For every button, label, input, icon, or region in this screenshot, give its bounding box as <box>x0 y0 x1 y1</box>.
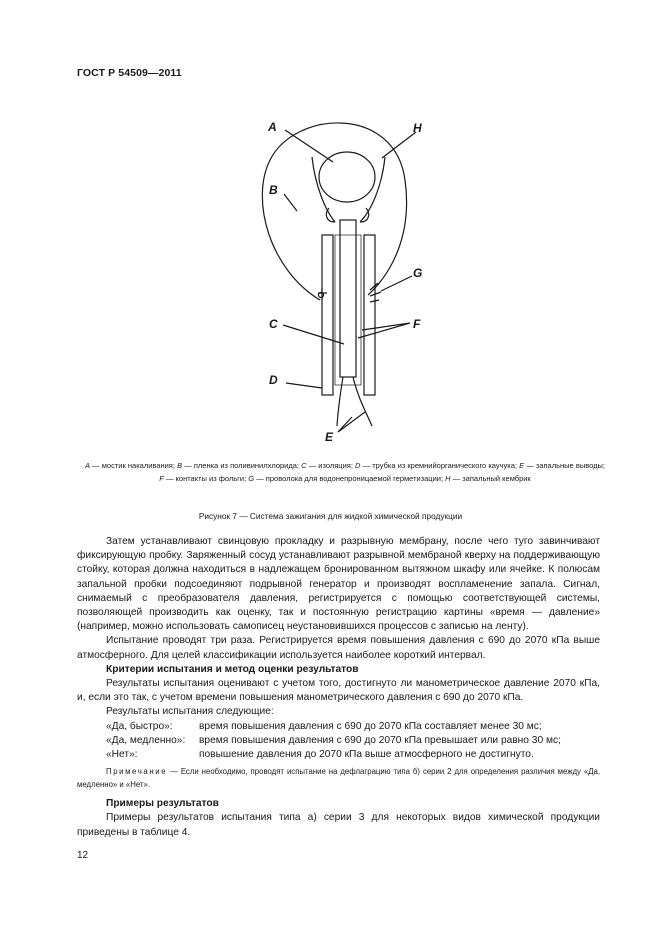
paragraph: Испытание проводят три раза. Регистрируется время повышения давления с 690 до 2070 кПа выше атмосферного. Для целей классификации используется наиболее короткий интервал. <box>77 635 600 661</box>
body-text <box>77 535 600 840</box>
pvc-film-envelope <box>262 123 406 300</box>
figure-legend: A — мостик накаливания; B — пленка из поливинилхлорида; C — изоляция; D — трубка из кремнийорганического каучука; E — запальные выводы; F — контакты из фольги; G — проволока для водонепроницаемой герметизации; H — запальный кембрик <box>85 461 605 483</box>
section-heading: Критерии испытания и метод оценки результатов <box>106 663 359 675</box>
paragraph: Затем устанавливают свинцовую прокладку и разрывную мембрану, после чего туго завинчивают фиксирующую пробку. Заряженный сосуд устанавливают разрывной мембраной кверху на поддерживающую стойку, которая должна находиться в надлежащем бронированном вытяжном шкафу или ячейке. К полюсам запальной пробки подсоединяют подрывной генератор и производят воспламенение запала. Сигнал, снимаемый с преобразователя давления, регистрируется с помощью соответствующей системы, позволяющей производить как оценку, так и постоянную регистрацию картины «время — давление» (например, можно использовать самописец неустановившихся процессов с записью на ленту). <box>77 536 600 633</box>
label-G: G <box>413 266 423 280</box>
result-row: «Да, медленно»: время повышения давления с 690 до 2070 кПа превышает или равно 30 мс; <box>106 734 561 746</box>
label-H: H <box>413 121 422 135</box>
paragraph: Результаты испытания следующие: <box>106 706 274 718</box>
page-number: 12 <box>77 850 89 861</box>
paragraph: Результаты испытания оценивают с учетом того, достигнуто ли манометрическое давление 2070 кПа, и, если это так, с учетом времени повышения манометрического давления с 690 до 2070 кПа. <box>77 678 600 704</box>
insulation-core <box>335 235 361 385</box>
foil-contacts <box>340 220 356 377</box>
silicone-tube-left <box>322 235 333 395</box>
document-header: ГОСТ Р 54509—2011 <box>77 67 182 79</box>
bridge-wire <box>319 152 375 202</box>
fuse-strand-left <box>312 157 335 222</box>
label-D: D <box>269 373 278 387</box>
note: Примечание — Если необходимо, проводят испытание на дефлаграцию типа б) серии 2 для определения различия между «Да, медленно» и «Нет». <box>77 767 600 790</box>
label-B: B <box>269 183 278 197</box>
result-row: «Да, быстро»: время повышения давления с 690 до 2070 кПа составляет менее 30 мс; <box>106 720 542 732</box>
label-F: F <box>413 317 421 331</box>
label-C: C <box>269 317 278 331</box>
section-heading: Примеры результатов <box>106 798 219 810</box>
figure-caption: Рисунок 7 — Система зажигания для жидкой химической продукции <box>198 511 463 521</box>
label-E: E <box>325 430 334 444</box>
paragraph: Примеры результатов испытания типа а) серии 3 для некоторых видов химической продукции приведены в таблице 4. <box>77 812 600 838</box>
ignition-leads <box>337 377 372 426</box>
silicone-tube-right <box>364 235 375 395</box>
result-row: «Нет»: повышение давления до 2070 кПа выше атмосферного не достигнуто. <box>106 749 534 761</box>
label-A: A <box>268 120 277 134</box>
